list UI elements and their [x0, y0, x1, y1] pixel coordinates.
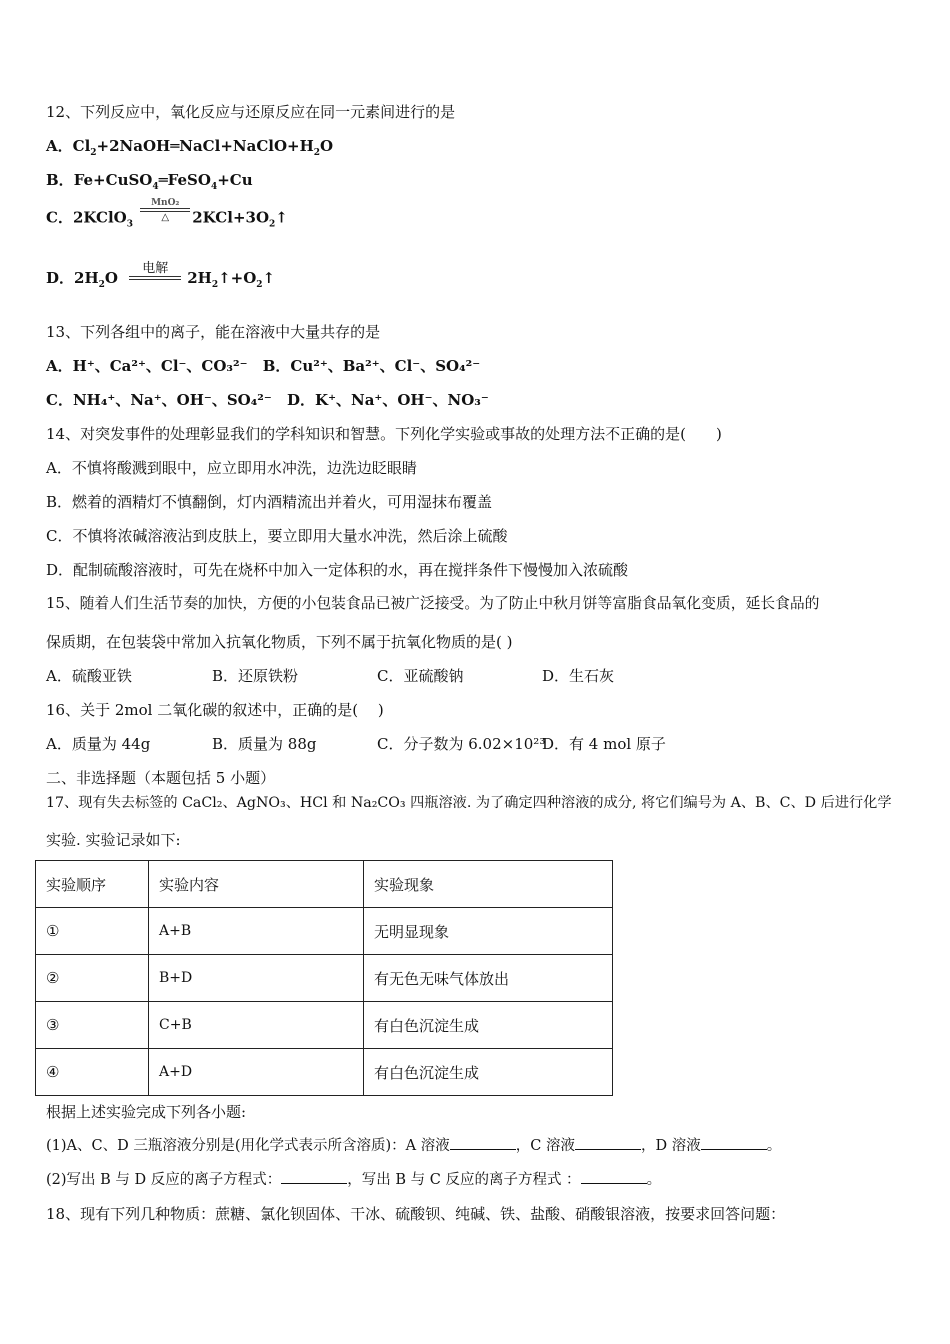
q17-intro: 根据上述实验完成下列各小题:	[46, 1103, 247, 1121]
q13-option-c: C．NH₄⁺、Na⁺、OH⁻、SO₄²⁻	[46, 391, 272, 409]
q14-option-d: D．配制硫酸溶液时，可先在烧杯中加入一定体积的水，再在搅拌条件下慢慢加入浓硫酸	[46, 561, 629, 579]
table-cell: B+D	[149, 955, 364, 1002]
q12-option-b: B．Fe+CuSO$_4$═FeSO$_4$+Cu	[46, 171, 253, 192]
table-row	[36, 955, 613, 1002]
q14-stem: 14、对突发事件的处理彰显我们的学科知识和智慧。下列化学实验或事故的处理方法不正确的是( )	[46, 425, 722, 443]
section-heading: 二、非选择题（本题包括 5 小题）	[46, 769, 276, 787]
q15-stem-line2: 保质期，在包装袋中常加入抗氧化物质，下列不属于抗氧化物质的是( )	[46, 633, 513, 651]
q16-option-d: D．有 4 mol 原子	[542, 735, 666, 753]
table-row	[36, 1002, 613, 1049]
q12-option-a: A．$Cl_2+2NaOH═NaCl+NaClO+H_2O$	[46, 137, 334, 158]
answer-blank[interactable]	[701, 1149, 767, 1150]
table-row	[36, 1049, 613, 1096]
q14-option-c: C．不慎将浓碱溶液沾到皮肤上，要立即用大量水冲洗，然后涂上硫酸	[46, 527, 508, 545]
table-cell: 有白色沉淀生成	[364, 1049, 613, 1096]
table-cell: C+B	[149, 1002, 364, 1049]
table-cell: ④	[36, 1049, 149, 1096]
table-header: 实验现象	[364, 861, 613, 908]
table-cell: A+D	[149, 1049, 364, 1096]
q17-stem-line1: 17、现有失去标签的 CaCl₂、AgNO₃、HCl 和 Na₂CO₃ 四瓶溶液. 为了确定四种溶液的成分, 将它们编号为 A、B、C、D 后进行化学	[46, 795, 892, 811]
q15-option-c: C．亚硫酸钠	[377, 667, 464, 685]
answer-blank[interactable]	[450, 1149, 516, 1150]
q13-option-a: A．H⁺、Ca²⁺、Cl⁻、CO₃²⁻	[46, 357, 248, 375]
table-cell: 无明显现象	[364, 908, 613, 955]
q13-option-b: B．Cu²⁺、Ba²⁺、Cl⁻、SO₄²⁻	[262, 357, 481, 375]
table-cell: A+B	[149, 908, 364, 955]
q13-stem: 13、下列各组中的离子，能在溶液中大量共存的是	[46, 323, 381, 341]
table-header: 实验内容	[149, 861, 364, 908]
table-header-row	[36, 861, 613, 908]
table-cell: 有无色无味气体放出	[364, 955, 613, 1002]
table-row	[36, 908, 613, 955]
q16-option-c: C．分子数为 6.02×10²³	[377, 735, 546, 753]
q18-stem: 18、现有下列几种物质：蔗糖、氯化钡固体、干冰、硫酸钡、纯碱、铁、盐酸、硝酸银溶液，按要求回答问题：	[46, 1205, 786, 1223]
table-cell: 有白色沉淀生成	[364, 1002, 613, 1049]
q15-option-b: B．还原铁粉	[212, 667, 299, 685]
q14-option-b: B．燃着的酒精灯不慎翻倒，灯内酒精流出并着火，可用湿抹布覆盖	[46, 493, 493, 511]
q13-option-d: D．K⁺、Na⁺、OH⁻、NO₃⁻	[287, 391, 489, 409]
q12-option-d: D．$2H_2O$ 电解 $2H_2↑+O_2↑$	[46, 261, 276, 290]
q16-stem: 16、关于 2mol 二氧化碳的叙述中，正确的是( )	[46, 701, 384, 719]
q13-options-cd	[46, 390, 489, 410]
q16-option-a: A．质量为 44g	[46, 735, 151, 753]
answer-blank[interactable]	[581, 1183, 647, 1184]
answer-blank[interactable]	[575, 1149, 641, 1150]
q12-stem: 12、下列反应中，氧化反应与还原反应在同一元素间进行的是	[46, 103, 456, 121]
table-cell: ①	[36, 908, 149, 955]
answer-blank[interactable]	[281, 1183, 347, 1184]
q15-stem-line1: 15、随着人们生活节奏的加快，方便的小包装食品已被广泛接受。为了防止中秋月饼等富脂食品氧化变质，延长食品的	[46, 595, 820, 612]
q17-stem-line2: 实验. 实验记录如下:	[46, 831, 181, 849]
q15-option-d: D．生石灰	[542, 667, 615, 685]
q14-option-a: A．不慎将酸溅到眼中，应立即用水冲洗，边洗边眨眼睛	[46, 459, 417, 477]
q17-part1: (1)A、C、D 三瓶溶液分别是(用化学式表示所含溶质)：A 溶液 ，C 溶液 ，D 溶液 。	[46, 1138, 782, 1154]
q17-part2: (2)写出 B 与 D 反应的离子方程式： ，写出 B 与 C 反应的离子方程式 ： 。	[46, 1172, 662, 1188]
q16-option-b: B．质量为 88g	[212, 735, 317, 753]
q15-option-a: A．硫酸亚铁	[46, 667, 132, 685]
table-header: 实验顺序	[36, 861, 149, 908]
reaction-condition-arrow: MnO₂ △	[140, 198, 190, 223]
table-cell: ③	[36, 1002, 149, 1049]
table-cell: ②	[36, 955, 149, 1002]
experiment-table	[35, 860, 613, 1096]
q12-option-c: C．2KClO$_3$ MnO₂ △ $2KCl+3O_2↑$	[46, 198, 288, 230]
q13-options-ab	[46, 356, 480, 376]
electrolysis-arrow: 电解	[129, 262, 181, 280]
